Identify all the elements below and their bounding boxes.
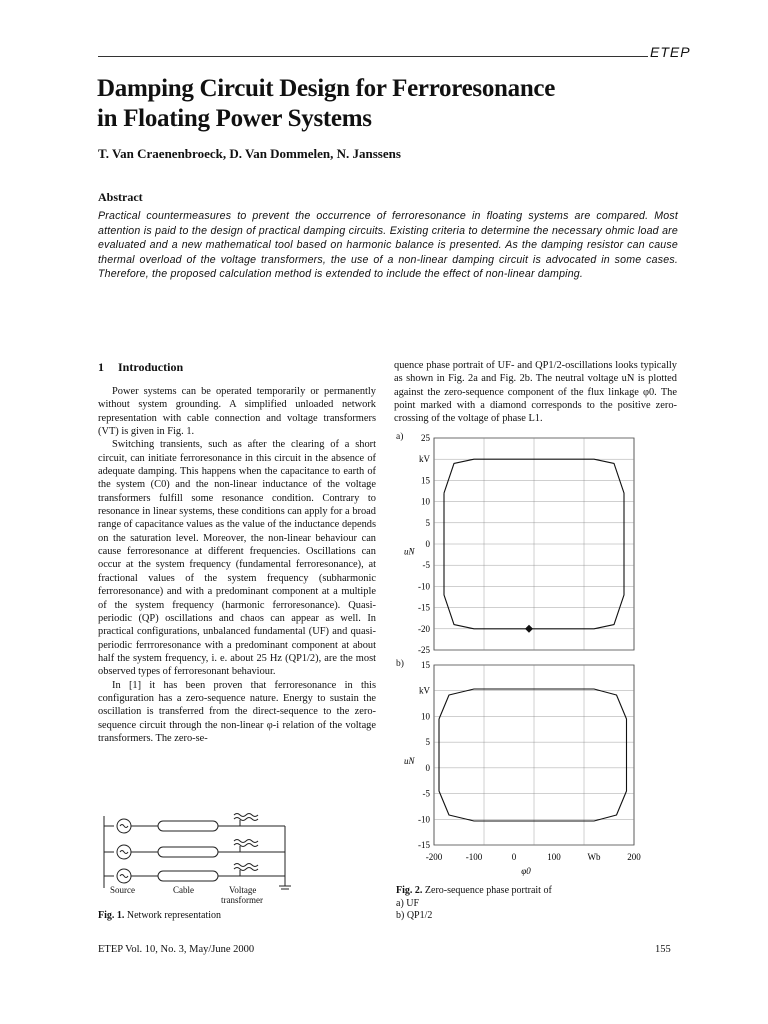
y-tick-label: -20 (418, 623, 430, 634)
authors: T. Van Craenenbroeck, D. Van Dommelen, N. Janssens (98, 146, 401, 161)
label-vt-1: Voltage (229, 885, 257, 895)
section-number: 1 (98, 360, 104, 374)
paper-title (97, 74, 697, 134)
column-left (98, 385, 376, 745)
x-axis-label: φ0 (521, 866, 531, 876)
plot-a (404, 433, 634, 655)
title-line-1: Damping Circuit Design for Ferroresonance (97, 75, 556, 102)
y-tick-label: 0 (425, 762, 430, 773)
fig2-item-b: b) QP1/2 (396, 910, 433, 921)
phase-row (104, 864, 285, 884)
abstract-text: Practical countermeasures to prevent the occurrence of ferroresonance in floating systems are compared. Most attention is paid to the design of practical damping circuits. Existing criteria to determine the necessary ohmic load are evaluated and a new mathematical tool based on harmonic balance is presented. As the damping resistor can cause thermal overload of the voltage transformers, the use of a non-linear damping circuit is advocated in some cases. Therefore, the proposed calculation method is extended to include the effect of non-linear damping. (98, 210, 678, 281)
fig1-caption-text: Network representation (126, 910, 222, 921)
label-cable: Cable (173, 885, 194, 895)
x-tick-label: -200 (425, 852, 443, 862)
y-tick-label: -25 (418, 645, 430, 655)
page-number: 155 (655, 944, 671, 955)
y-tick-label: -5 (422, 788, 430, 799)
y-tick-label: -10 (418, 581, 430, 592)
y-axis-label: uN (404, 756, 415, 766)
fig2-caption-label: Fig. 2. (396, 885, 423, 896)
x-tick-label: 200 (627, 852, 641, 862)
cable (158, 847, 218, 857)
y-tick-label: -10 (418, 814, 430, 825)
column-right (394, 359, 677, 426)
journal-tag: ETEP (650, 44, 691, 60)
title-line-2: in Floating Power Systems (97, 105, 372, 132)
phase-row (104, 814, 285, 834)
footer-journal: ETEP Vol. 10, No. 3, May/June 2000 (98, 944, 255, 955)
y-tick-label: -15 (418, 602, 430, 613)
diamond-marker (525, 625, 533, 633)
y-tick-label: 15 (421, 660, 430, 670)
fig2-caption-text: Zero-sequence phase portrait of (424, 885, 552, 896)
y-tick-label: 10 (421, 711, 430, 722)
y-tick-label: 25 (421, 433, 430, 443)
y-tick-label: -5 (422, 560, 430, 571)
x-tick-label: 0 (511, 852, 517, 862)
panel-a-label: a) (396, 432, 404, 442)
header-rule-short (630, 56, 648, 57)
x-tick-label: Wb (587, 852, 601, 862)
series-line (439, 689, 627, 821)
plot-b (404, 660, 641, 876)
section-title: Introduction (118, 360, 184, 374)
fig1-caption (98, 910, 221, 923)
fig2-item-a: a) UF (396, 897, 420, 909)
abstract-heading: Abstract (98, 190, 143, 204)
x-tick-label: 100 (547, 852, 561, 862)
cable (158, 821, 218, 831)
paragraph: In [1] it has been proven that ferroresonance in this configuration has a zero-sequence nature. Energy to sustain the oscillation is transferred from the direct-sequence to the zero-sequence circuit through the non-linear φ-i relation of the voltage transformers. The zero-se- (98, 679, 376, 744)
fig2-plots (396, 428, 646, 878)
paragraph: Power systems can be operated temporarily or permanently without system grounding. A simplified unloaded network representation with cable connection and voltage transformers (VT) is given in Fig. 1. (98, 386, 376, 438)
paragraph: Switching transients, such as after the clearing of a short circuit, can initiate ferroresonance in this circuit in the absence of adequate damping. This happens when the capacitance to earth of the system (C0) and the non-linear inductance of the voltage transformers fulfill some resonance condition. Contrary to resonance in linear systems, these conditions can apply for a broad range of capacitance values as the value of the inductance depends on the saturation level. Moreover, the non-linear behaviour can cause ferroresonance at different frequencies. Oscillations can occur at the system frequency (fundamental ferroresonance), at fractional values of the system frequency (subharmonic ferroresonance) and with a predominant component at a multiple of the system frequency (harmonic ferroresonance). Quasi-periodic (QP) oscillations and chaos can appear as well. In practical configurations, unbalanced fundamental (UF) and quasi-periodic ferrroresonance with a predominant component at about half the system frequency, i. e. about 25 Hz (QP1/2), are the most observed types of ferroresonant behaviour. (98, 439, 376, 678)
x-tick-label: -100 (465, 852, 483, 862)
y-tick-label: 5 (425, 517, 430, 528)
y-tick-label: 5 (425, 737, 430, 748)
panel-b-label: b) (396, 659, 404, 669)
fig1-caption-label: Fig. 1. (98, 910, 125, 921)
cable (158, 871, 218, 881)
y-tick-label: 10 (421, 496, 430, 507)
y-tick-label: kV (419, 454, 430, 465)
y-tick-label: kV (419, 685, 430, 696)
network-diagram (100, 808, 295, 890)
phase-row (104, 840, 285, 860)
label-source: Source (110, 885, 135, 895)
y-tick-label: 0 (425, 539, 430, 549)
y-axis-label: uN (404, 546, 415, 557)
header-rule (98, 56, 630, 57)
fig2-caption (396, 885, 552, 923)
y-tick-label: 15 (421, 475, 430, 486)
paragraph: quence phase portrait of UF- and QP1/2-oscillations looks typically as shown in Fig. 2a and Fig. 2b. The neutral voltage uN is plotted against the zero-sequence component of the flux linkage φ0. The point marked with a diamond corresponds to the positive zero-crossing of the voltage of phase L1. (394, 360, 677, 425)
y-tick-label: -15 (418, 840, 430, 850)
label-vt-2: transformer (221, 895, 263, 905)
